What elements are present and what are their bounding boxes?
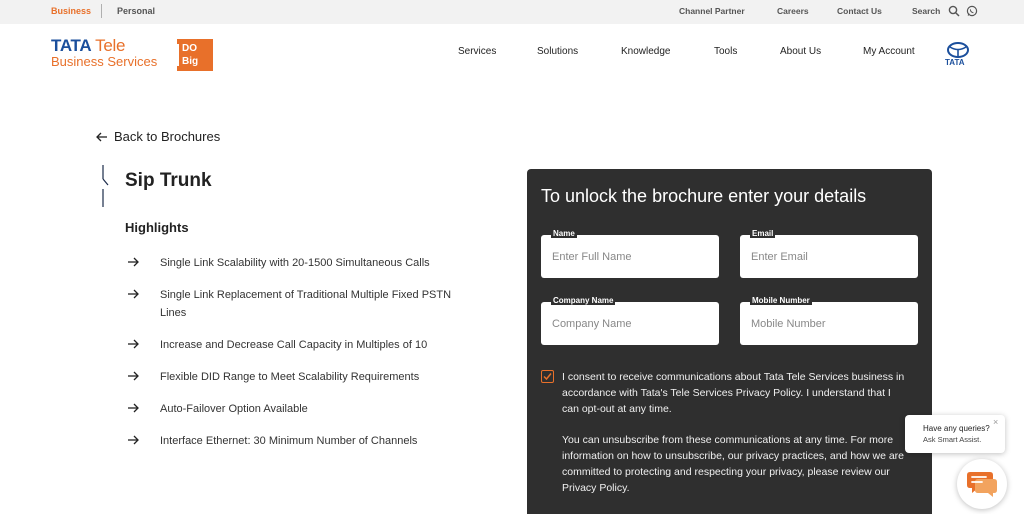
unsubscribe-text: You can unsubscribe from these communications at any time. For more information on how to unsubscribe, our privacy practices, and how we are committed to protecting and respecting your privacy, please review our Privacy Policy. <box>562 434 905 494</box>
careers-link[interactable]: Careers <box>777 6 809 16</box>
email-field <box>740 229 918 278</box>
badge-separator <box>177 44 179 66</box>
back-to-brochures-link[interactable] <box>96 129 220 144</box>
chat-icon <box>966 469 998 499</box>
brochure-form-panel <box>527 169 932 514</box>
logo-tele-text: Tele <box>95 36 126 55</box>
arrow-right-icon <box>128 371 139 381</box>
list-item <box>128 400 488 418</box>
nav-tools[interactable]: Tools <box>714 46 738 57</box>
list-item <box>128 336 488 354</box>
tab-business[interactable]: Business <box>51 6 92 16</box>
search-icon[interactable] <box>948 5 960 17</box>
highlights-heading: Highlights <box>125 220 189 235</box>
smart-assist-button[interactable] <box>957 459 1007 509</box>
back-label: Back to Brochures <box>114 129 221 144</box>
topbar-divider <box>101 4 102 18</box>
company-field <box>541 296 719 345</box>
whatsapp-icon[interactable] <box>966 5 978 17</box>
tata-mark-text: TATA <box>945 58 965 67</box>
mobile-label: Mobile Number <box>752 296 810 305</box>
arrow-right-icon <box>128 403 139 413</box>
arrow-right-icon <box>128 257 139 267</box>
arrow-right-icon <box>128 339 139 349</box>
chat-answer: Ask Smart Assist. <box>923 435 982 444</box>
nav-services[interactable]: Services <box>458 46 497 57</box>
consent-text: I consent to receive communications about Tata Tele Services business in accordance with Tata's Tele Services Privacy Policy. I understand that I can opt-out at any time. <box>562 371 905 415</box>
logo-subtitle: Business Services <box>51 54 158 69</box>
list-item <box>128 286 488 322</box>
chat-prompt-card[interactable] <box>905 415 1005 453</box>
company-input[interactable] <box>541 302 719 345</box>
form-title: To unlock the brochure enter your details <box>541 186 867 206</box>
nav-solutions[interactable]: Solutions <box>537 46 579 57</box>
consent-checkbox[interactable] <box>541 370 554 383</box>
nav-knowledge[interactable]: Knowledge <box>621 46 671 57</box>
search-link[interactable]: Search <box>912 6 941 16</box>
nav-about-us[interactable]: About Us <box>780 46 822 57</box>
chat-question: Have any queries? <box>923 424 990 433</box>
mobile-input[interactable] <box>740 302 918 345</box>
email-label: Email <box>752 229 774 238</box>
do-big-badge <box>177 39 213 71</box>
highlight-text: Single Link Scalability with 20-1500 Simultaneous Calls <box>160 257 430 269</box>
highlight-text: Single Link Replacement of Traditional Multiple Fixed PSTN Lines <box>160 289 452 319</box>
contact-us-link[interactable]: Contact Us <box>837 6 882 16</box>
list-item <box>128 368 488 386</box>
mobile-field <box>740 296 918 345</box>
nav-my-account[interactable]: My Account <box>863 46 915 57</box>
name-input[interactable] <box>541 235 719 278</box>
tab-personal[interactable]: Personal <box>117 6 156 16</box>
arrow-right-icon <box>128 435 139 445</box>
company-label: Company Name <box>553 296 614 305</box>
name-label: Name <box>553 229 575 238</box>
page-title: Sip Trunk <box>125 170 212 191</box>
main-header <box>0 24 1024 84</box>
dobig-line2: Big <box>182 56 199 67</box>
highlight-text: Increase and Decrease Call Capacity in Multiples of 10 <box>160 339 428 351</box>
arrow-right-icon <box>128 289 139 299</box>
list-item <box>128 254 488 272</box>
name-field <box>541 229 719 278</box>
utility-bar <box>0 0 1024 24</box>
logo-tata-text: TATA <box>51 36 91 55</box>
close-icon[interactable]: × <box>993 417 999 427</box>
tata-emblem-icon <box>944 42 972 58</box>
list-item <box>128 432 488 450</box>
channel-partner-link[interactable]: Channel Partner <box>679 6 745 16</box>
title-decoration <box>102 165 110 207</box>
tata-tele-logo[interactable] <box>51 37 157 70</box>
highlight-text: Flexible DID Range to Meet Scalability Requirements <box>160 371 420 383</box>
highlight-text: Auto-Failover Option Available <box>160 403 308 415</box>
dobig-line1: DO <box>182 43 197 54</box>
arrow-left-icon <box>96 132 107 142</box>
highlight-text: Interface Ethernet: 30 Minimum Number of Channels <box>160 435 418 447</box>
tata-group-logo[interactable] <box>944 42 972 68</box>
email-input[interactable] <box>740 235 918 278</box>
check-icon <box>543 372 552 381</box>
